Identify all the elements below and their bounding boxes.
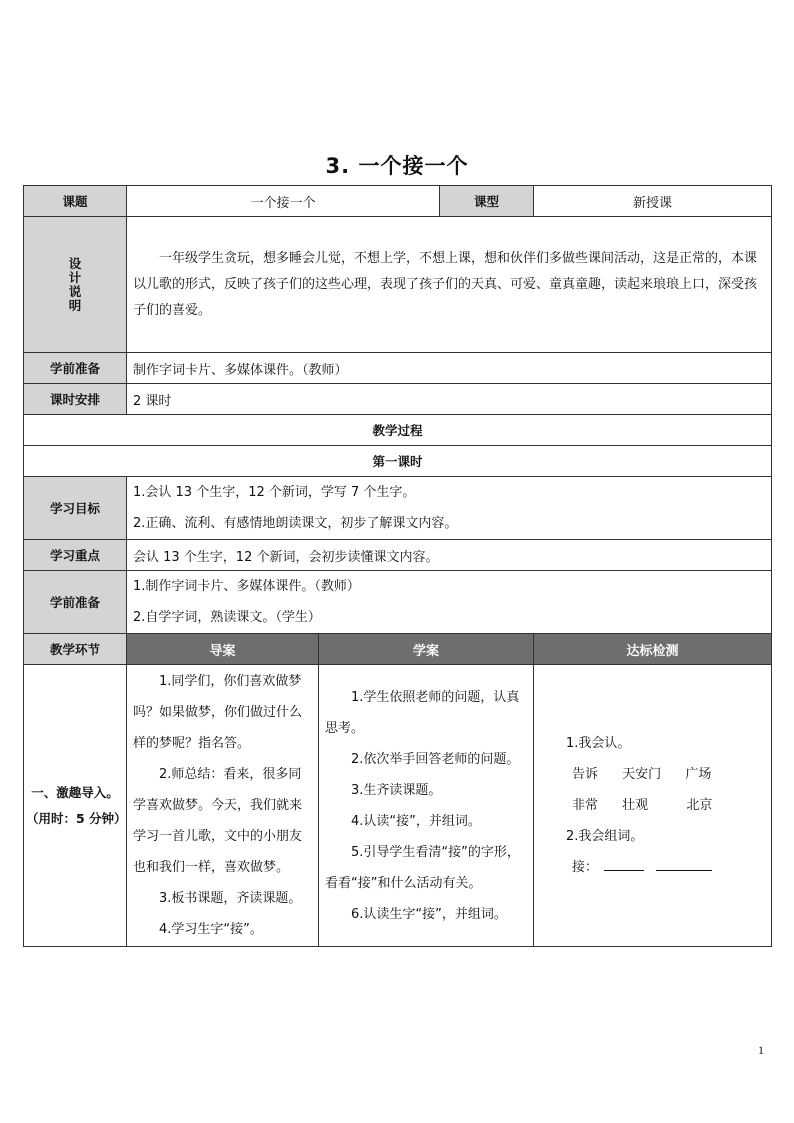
design-label: 设计说明 <box>68 255 82 313</box>
schedule-label: 课时安排 <box>24 384 127 415</box>
section1-stage: 一、激趣导入。 <box>31 784 119 800</box>
schedule-text: 2 课时 <box>127 384 772 415</box>
fill-blank-1[interactable] <box>604 858 644 871</box>
guide-item: 1.同学们，你们喜欢做梦吗？如果做梦，你们做过什么样的梦呢？指名答。 <box>133 674 303 751</box>
col-study: 学案 <box>319 634 534 665</box>
study-item: 6.认读生字“接”，并组词。 <box>351 906 507 922</box>
focus-text: 会认 13 个生字，12 个新词，会初步读懂课文内容。 <box>127 540 772 571</box>
check-question-2: 2.我会组词。 <box>566 829 644 844</box>
prep-label: 学前准备 <box>24 353 127 384</box>
goal-item: 1.会认 13 个生字，12 个新词，学写 7 个生字。 <box>133 485 416 500</box>
lesson1-title: 第一课时 <box>24 446 772 477</box>
check-words-row-1 <box>540 759 765 790</box>
process-row <box>24 415 772 446</box>
goals-row <box>24 477 772 540</box>
guide-item: 2.师总结：看来，很多同学喜欢做梦。今天，我们就来学习一首儿歌，文中的小朋友也和我们一样，喜欢做梦。 <box>133 767 303 875</box>
page-title: 3. 一个接一个 <box>325 154 469 178</box>
focus-row <box>24 540 772 571</box>
schedule-row <box>24 384 772 415</box>
focus-label: 学习重点 <box>24 540 127 571</box>
check-question-1: 1.我会认。 <box>566 736 631 751</box>
design-text: 一年级学生贪玩，想多睡会儿觉，不想上学，不想上课，想和伙伴们多做些课间活动，这是正常的，本课以儿歌的形式，反映了孩子们的这些心理，表现了孩子们的天真、可爱、童真童趣，读起来琅琅上口，深受孩子们的喜爱。 <box>133 250 758 318</box>
goal-item: 2.正确、流利、有感情地朗读课文，初步了解课文内容。 <box>133 516 458 531</box>
prep2-row <box>24 571 772 634</box>
section1-time: （用时：5 分钟） <box>26 810 127 826</box>
col-guide: 导案 <box>127 634 319 665</box>
prep-text: 制作字词卡片、多媒体课件。（教师） <box>127 353 772 384</box>
page-number: 1 <box>758 1043 764 1057</box>
fill-blank-2[interactable] <box>656 858 712 871</box>
guide-item: 3.板书课题，齐读课题。 <box>159 891 302 906</box>
study-item: 5.引导学生看清“接”的字形，看看“接”和什么活动有关。 <box>325 844 520 891</box>
topic-label: 课题 <box>24 186 127 217</box>
check-word: 非常 <box>572 798 599 813</box>
type-value: 新授课 <box>534 186 772 217</box>
prep-row <box>24 353 772 384</box>
col-stage: 教学环节 <box>24 634 127 665</box>
check-word: 壮观 <box>622 798 649 813</box>
header-row <box>24 186 772 217</box>
columns-row <box>24 634 772 665</box>
lesson1-row <box>24 446 772 477</box>
fill-label: 接： <box>572 860 599 875</box>
lesson-plan-table <box>23 185 772 947</box>
study-item: 2.依次举手回答老师的问题。 <box>351 751 520 767</box>
topic-value: 一个接一个 <box>127 186 440 217</box>
study-item: 1.学生依照老师的问题，认真思考。 <box>325 689 520 736</box>
guide-item: 4.学习生字“接”。 <box>159 922 263 937</box>
process-title: 教学过程 <box>24 415 772 446</box>
check-word: 天安门 <box>622 767 662 782</box>
check-word: 告诉 <box>572 767 599 782</box>
check-word: 广场 <box>685 767 712 782</box>
check-words-row-2 <box>540 790 765 821</box>
check-word: 北京 <box>686 798 713 813</box>
prep2-item: 1.制作字词卡片、多媒体课件。（教师） <box>133 579 360 594</box>
study-item: 3.生齐读课题。 <box>351 782 442 798</box>
col-check: 达标检测 <box>534 634 772 665</box>
prep2-item: 2.自学字词，熟读课文。（学生） <box>133 610 321 625</box>
type-label: 课型 <box>440 186 534 217</box>
section1-row <box>24 665 772 947</box>
study-item: 4.认读“接”，并组词。 <box>351 813 481 829</box>
goals-label: 学习目标 <box>24 477 127 540</box>
prep2-label: 学前准备 <box>24 571 127 634</box>
design-row <box>24 217 772 353</box>
check-fill-row <box>540 852 765 883</box>
